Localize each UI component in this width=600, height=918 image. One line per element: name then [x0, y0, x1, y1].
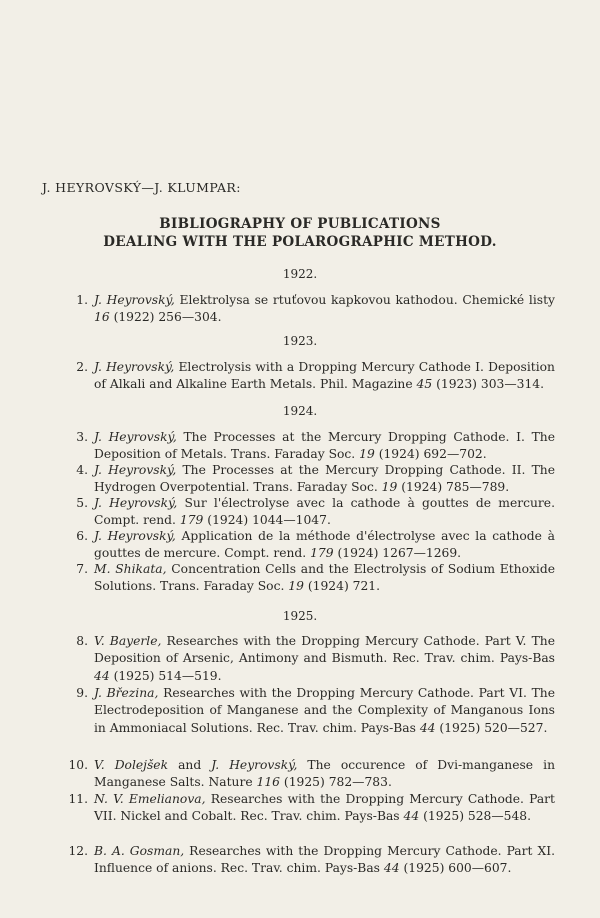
entry-8 [58, 633, 555, 685]
entry-text [94, 495, 555, 530]
entry-text [94, 359, 555, 394]
entry-5 [58, 495, 555, 530]
entry-text [94, 843, 555, 878]
entry-author: J. Heyrovský, [94, 496, 178, 510]
entry-pages: (1925) 782—783. [280, 775, 392, 790]
entry-volume: 44 [403, 809, 420, 824]
entry-volume: 179 [310, 546, 334, 561]
entry-title: Application de la méthode d'électrolyse avec la cathode à gouttes de mercure. Compt. rend. [94, 529, 555, 561]
entry-number: 10. [68, 758, 88, 772]
entry-conjunction: and [168, 758, 212, 772]
entry-volume: 19 [288, 579, 304, 594]
entry-title: Researches with the Dropping Mercury Cathode. Part VII. Nickel and Cobalt. Rec. Trav. chim. Pays-Bas [94, 792, 555, 824]
entry-2 [58, 359, 555, 394]
entry-pages: (1924) 785—789. [397, 480, 510, 495]
entry-author: V. Bayerle, [94, 634, 162, 648]
entry-number: 7. [76, 562, 88, 576]
entry-author: J. Heyrovský, [94, 293, 175, 307]
entry-volume: 116 [256, 775, 280, 790]
entry-3 [58, 429, 555, 464]
entry-1 [58, 292, 555, 327]
entry-title: Researches with the Dropping Mercury Cathode. Part VI. The Electrodeposition of Manganese and the Complexity of Manganous Ions in Ammoniacal Solutions. Rec. Trav. chim. Pays-Bas [94, 686, 555, 735]
entry-number: 8. [76, 634, 88, 648]
entry-text [94, 791, 555, 826]
entry-author: J. Heyrovský, [94, 360, 175, 374]
entry-number: 6. [76, 529, 88, 543]
year-heading-1925: 1925. [282, 609, 318, 623]
entry-pages: (1924) 721. [303, 579, 381, 594]
entry-number: 1. [76, 293, 88, 307]
entry-author: J. Heyrovský, [94, 430, 177, 444]
entry-number: 12. [68, 844, 88, 858]
entry-title: The Processes at the Mercury Dropping Cathode. I. The Deposition of Metals. Trans. Faraday Soc. [94, 430, 555, 462]
entry-11 [58, 791, 555, 826]
entry-10 [58, 757, 555, 792]
entry-author: N. V. Emelianova, [94, 792, 206, 806]
entry-pages: (1925) 514—519. [109, 668, 222, 683]
entry-12 [58, 843, 555, 878]
entry-author-2: J. Heyrovský, [211, 758, 298, 772]
entry-volume: 45 [416, 377, 433, 392]
entry-volume: 44 [419, 720, 436, 735]
entry-text [94, 633, 555, 685]
entry-pages: (1923) 303—314. [432, 377, 545, 392]
entry-number: 3. [76, 430, 88, 444]
entry-title: Sur l'électrolyse avec la cathode à gouttes de mercure. Compt. rend. [94, 496, 555, 528]
entry-volume: 44 [383, 861, 400, 876]
title-line-1: BIBLIOGRAPHY OF PUBLICATIONS [159, 216, 441, 232]
entry-text [94, 757, 555, 792]
entry-title: Researches with the Dropping Mercury Cathode. Part V. The Deposition of Arsenic, Antimony and Bismuth. Rec. Trav. chim. Pays-Bas [94, 634, 555, 666]
entry-number: 5. [76, 496, 88, 510]
entry-9 [58, 685, 555, 737]
entry-text [94, 561, 555, 596]
entry-title: The Processes at the Mercury Dropping Cathode. II. The Hydrogen Overpotential. Trans. Faraday Soc. [94, 463, 555, 495]
entry-number: 9. [76, 686, 88, 700]
entry-author: J. Heyrovský, [94, 529, 176, 543]
year-heading-1923: 1923. [282, 334, 318, 348]
entry-number: 2. [76, 360, 88, 374]
year-heading-1922: 1922. [282, 267, 318, 281]
entry-text [94, 528, 555, 563]
entry-number: 4. [76, 463, 88, 477]
entry-text [94, 685, 555, 737]
entry-title: Elektrolysa se rtuťovou kapkovou kathodou. Chemické listy [174, 293, 555, 307]
entry-author: V. Dolejšek [94, 758, 169, 772]
entry-4 [58, 462, 555, 497]
entry-title: Researches with the Dropping Mercury Cathode. Part XI. Influence of anions. Rec. Trav. chim. Pays-Bas [94, 844, 555, 876]
entry-author: J. Březina, [94, 686, 159, 700]
authors-heading: J. HEYROVSKÝ—J. KLUMPAR: [42, 180, 241, 195]
entry-pages: (1925) 528—548. [419, 809, 532, 824]
entry-pages: (1924) 1267—1269. [333, 546, 462, 561]
entry-author: J. Heyrovský, [94, 463, 177, 477]
entry-pages: (1922) 256—304. [109, 310, 222, 325]
entry-text [94, 462, 555, 497]
entry-author: B. A. Gosman, [94, 844, 185, 858]
entry-title: Electrolysis with a Dropping Mercury Cathode I. Deposition of Alkali and Alkaline Earth Metals. Phil. Magazine [94, 360, 555, 392]
entry-6 [58, 528, 555, 563]
entry-volume: 44 [94, 668, 110, 683]
entry-text [94, 292, 555, 327]
entry-number: 11. [68, 792, 88, 806]
entry-volume: 19 [381, 480, 398, 495]
entry-volume: 19 [359, 447, 375, 462]
entry-title: Concentration Cells and the Electrolysis of Sodium Ethoxide Solutions. Trans. Faraday Soc. [94, 562, 555, 594]
year-heading-1924: 1924. [282, 404, 318, 418]
entry-7 [58, 561, 555, 596]
entry-volume: 16 [94, 310, 110, 325]
title-line-2: DEALING WITH THE POLAROGRAPHIC METHOD. [103, 234, 497, 250]
entry-volume: 179 [179, 513, 204, 528]
entry-author: M. Shikata, [94, 562, 167, 576]
entry-pages: (1924) 692—702. [374, 447, 487, 462]
entry-text [94, 429, 555, 464]
entry-pages: (1925) 520—527. [435, 720, 548, 735]
entry-pages: (1924) 1044—1047. [203, 513, 331, 528]
entry-title: The occurence of Dvi-manganese in Manganese Salts. Nature [94, 758, 555, 790]
entry-pages: (1925) 600—607. [399, 861, 512, 876]
